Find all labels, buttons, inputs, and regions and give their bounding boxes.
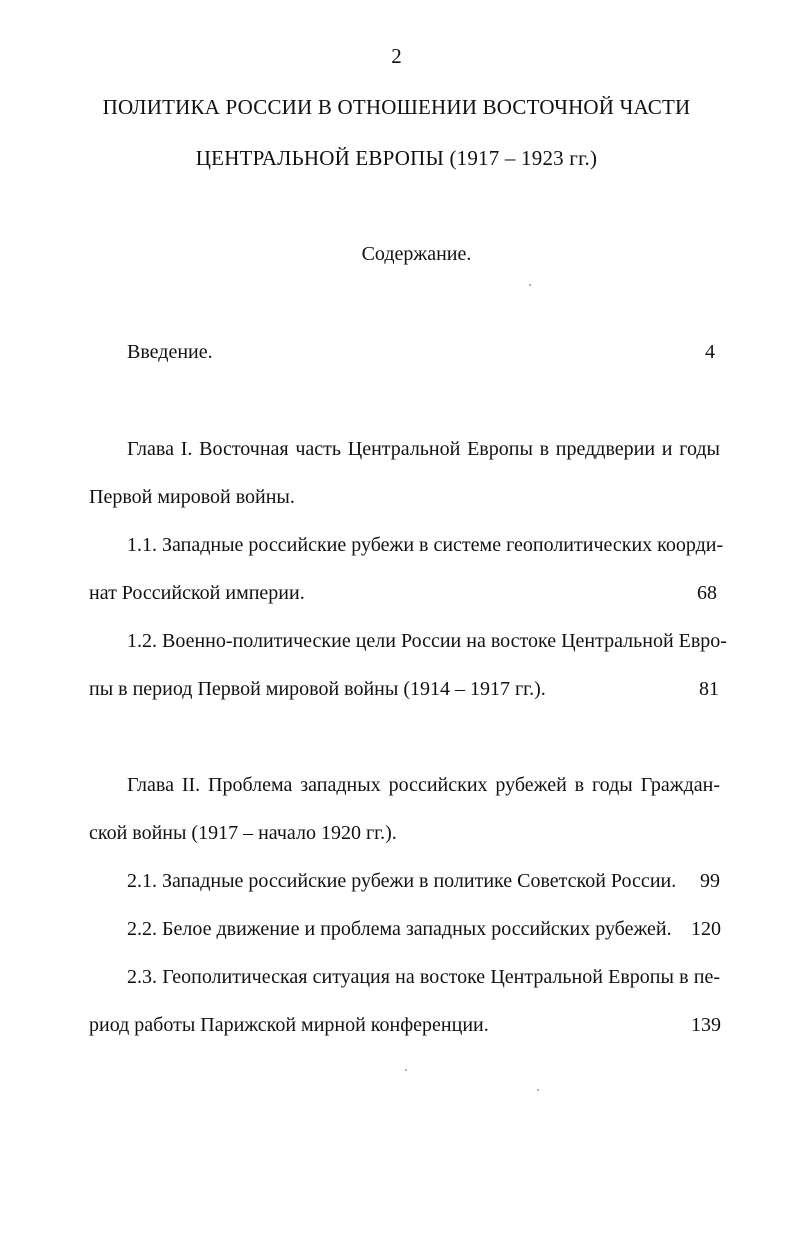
- toc-section-2-3-line-2: риод работы Парижской мирной конференции.: [89, 1014, 489, 1036]
- title-line-2: ЦЕНТРАЛЬНОЙ ЕВРОПЫ (1917 – 1923 гг.): [195, 146, 598, 170]
- toc-section-2-2-page: 120: [691, 918, 721, 940]
- toc-section-1-2-page: 81: [699, 678, 719, 700]
- toc-introduction-label: Введение.: [127, 341, 213, 363]
- title-line-1: ПОЛИТИКА РОССИИ В ОТНОШЕНИИ ВОСТОЧНОЙ ЧАСТИ: [102, 95, 691, 119]
- toc-section-2-2-text: 2.2. Белое движение и проблема западных российских рубежей.: [127, 918, 672, 940]
- toc-section-1-1-page: 68: [697, 582, 717, 604]
- toc-section-1-1-line-1: 1.1. Западные российские рубежи в системе геополитических коорди-: [127, 534, 724, 556]
- toc-chapter-1-line-1: Глава I. Восточная часть Центральной Европы в преддверии и годы: [127, 438, 720, 460]
- contents-heading: Содержание.: [361, 243, 472, 265]
- toc-chapter-2-line-1: Глава II. Проблема западных российских рубежей в годы Граждан-: [127, 774, 720, 796]
- toc-section-2-1-page: 99: [700, 870, 720, 892]
- scan-speck: [405, 1069, 407, 1071]
- toc-section-1-2-line-1: 1.2. Военно-политические цели России на востоке Центральной Евро-: [127, 630, 727, 652]
- scan-speck: [529, 284, 531, 286]
- toc-chapter-2-line-2: ской войны (1917 – начало 1920 гг.).: [89, 822, 397, 844]
- scan-speck: [537, 1089, 539, 1091]
- page-number: 2: [391, 44, 402, 68]
- toc-section-2-1-text: 2.1. Западные российские рубежи в политике Советской России.: [127, 870, 677, 892]
- toc-section-1-2-line-2: пы в период Первой мировой войны (1914 – 1917 гг.).: [89, 678, 546, 700]
- toc-section-2-3-line-1: 2.3. Геополитическая ситуация на востоке Центральной Европы в пе-: [127, 966, 720, 988]
- toc-introduction-page: 4: [705, 341, 715, 363]
- toc-chapter-1-line-2: Первой мировой войны.: [89, 486, 295, 508]
- toc-section-1-1-line-2: нат Российской империи.: [89, 582, 305, 604]
- toc-section-2-3-page: 139: [691, 1014, 721, 1036]
